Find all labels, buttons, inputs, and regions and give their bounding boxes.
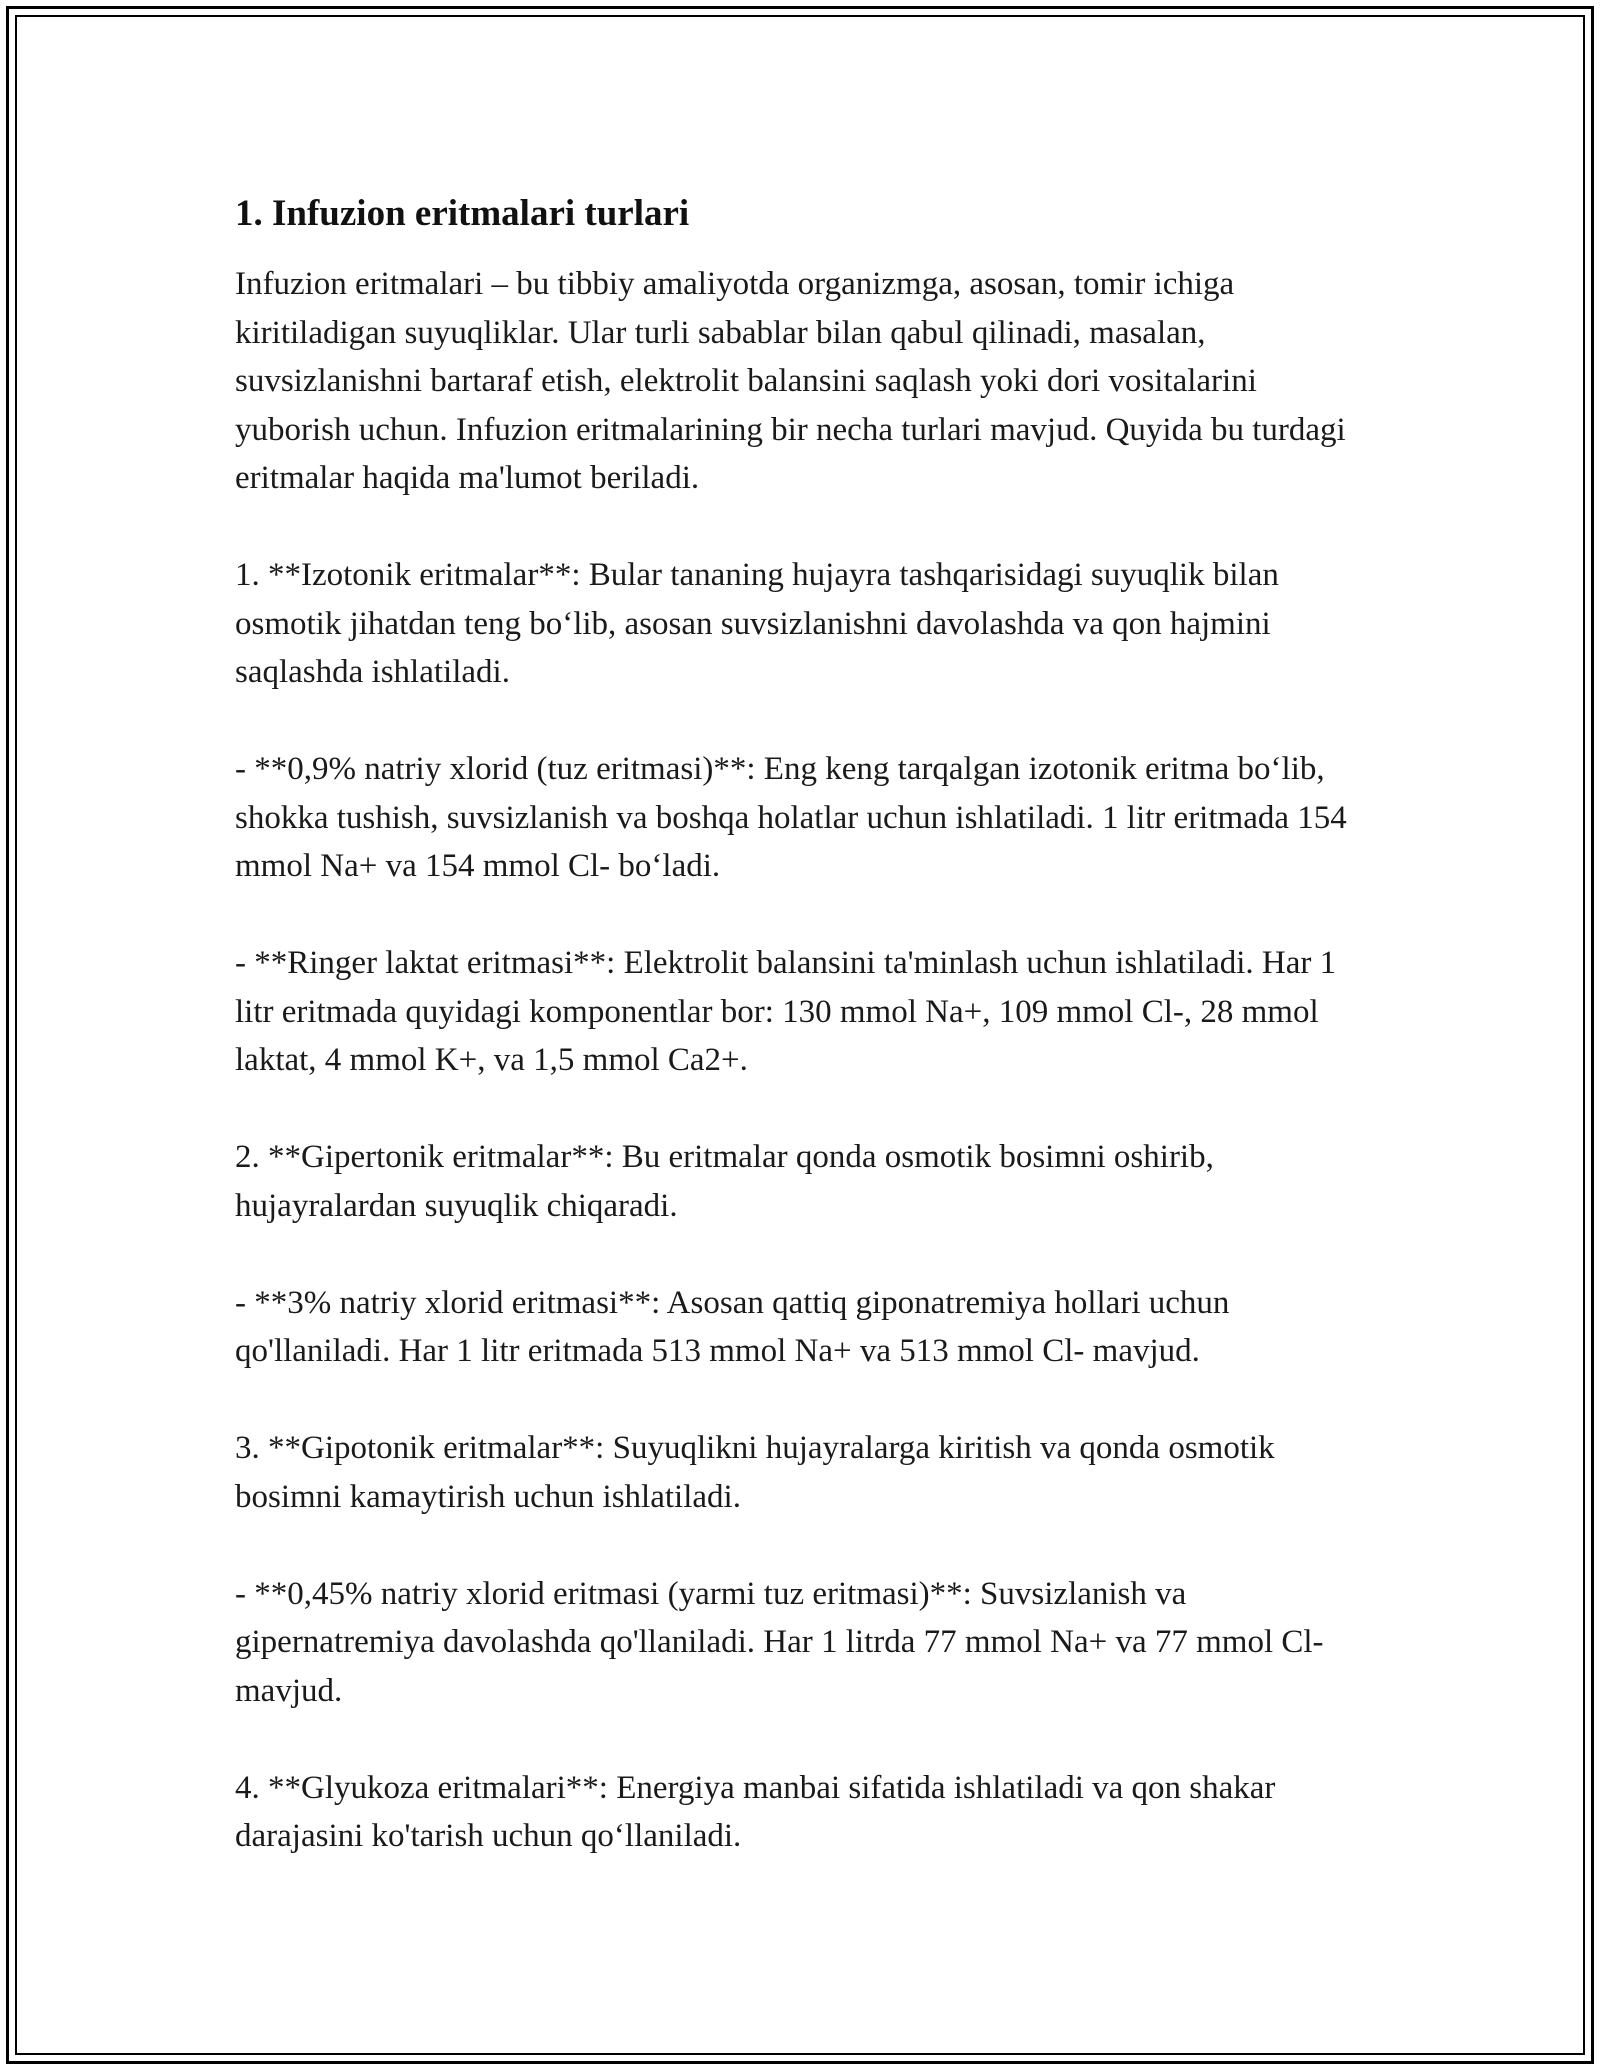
glucose-heading-paragraph: 4. **Glyukoza eritmalari**: Energiya manbai sifatida ishlatiladi va qon shakar darajasini ko'tarish uchun qo‘llaniladi.: [235, 1769, 1276, 1854]
document-body: [235, 188, 1355, 1909]
ringer-lactate-paragraph: - **Ringer laktat eritmasi**: Elektrolit balansini ta'minlash uchun ishlatiladi. Har 1 litr eritmada quyidagi komponentlar bor: 130 mmol Na+, 109 mmol Cl-, 28 mmol laktat, 4 mmol K+, va 1,5 mmol Ca2+.: [235, 945, 1337, 1078]
saline-045-paragraph: - **0,45% natriy xlorid eritmasi (yarmi tuz eritmasi)**: Suvsizlanish va gipernatremiya davolashda qo'llaniladi. Har 1 litrda 77 mmol Na+ va 77 mmol Cl- mavjud.: [235, 1575, 1324, 1709]
page-title: 1. Infuzion eritmalari turlari: [235, 193, 690, 234]
hypotonic-heading-paragraph: 3. **Gipotonik eritmalar**: Suyuqlikni hujayralarga kiritish va qonda osmotik bosimni kamaytirish uchun ishlatiladi.: [235, 1430, 1275, 1515]
saline-09-paragraph: - **0,9% natriy xlorid (tuz eritmasi)**: Eng keng tarqalgan izotonik eritma bo‘lib, shokka tushish, suvsizlanish va boshqa holatlar uchun ishlatiladi. 1 litr eritmada 154 mmol Na+ va 154 mmol Cl- bo‘ladi.: [235, 751, 1347, 884]
isotonic-heading-paragraph: 1. **Izotonik eritmalar**: Bular tananing hujayra tashqarisidagi suyuqlik bilan osmotik jihatdan teng bo‘lib, asosan suvsizlanishni davolashda va qon hajmini saqlashda ishlatiladi.: [235, 557, 1279, 690]
hypertonic-heading-paragraph: 2. **Gipertonik eritmalar**: Bu eritmalar qonda osmotik bosimni oshirib, hujayralardan suyuqlik chiqaradi.: [235, 1139, 1214, 1224]
intro-paragraph: Infuzion eritmalari – bu tibbiy amaliyotda organizmga, asosan, tomir ichiga kiritiladigan suyuqliklar. Ular turli sabablar bilan qabul qilinadi, masalan, suvsizlanishni bartaraf etish, elektrolit balansini saqlash yoki dori vositalarini yuborish uchun. Infuzion eritmalarining bir necha turlari mavjud. Quyida bu turdagi eritmalar haqida ma'lumot beriladi.: [235, 266, 1346, 496]
saline-3-paragraph: - **3% natriy xlorid eritmasi**: Asosan qattiq giponatremiya hollari uchun qo'llaniladi. Har 1 litr eritmada 513 mmol Na+ va 513 mmol Cl- mavjud.: [235, 1284, 1230, 1369]
